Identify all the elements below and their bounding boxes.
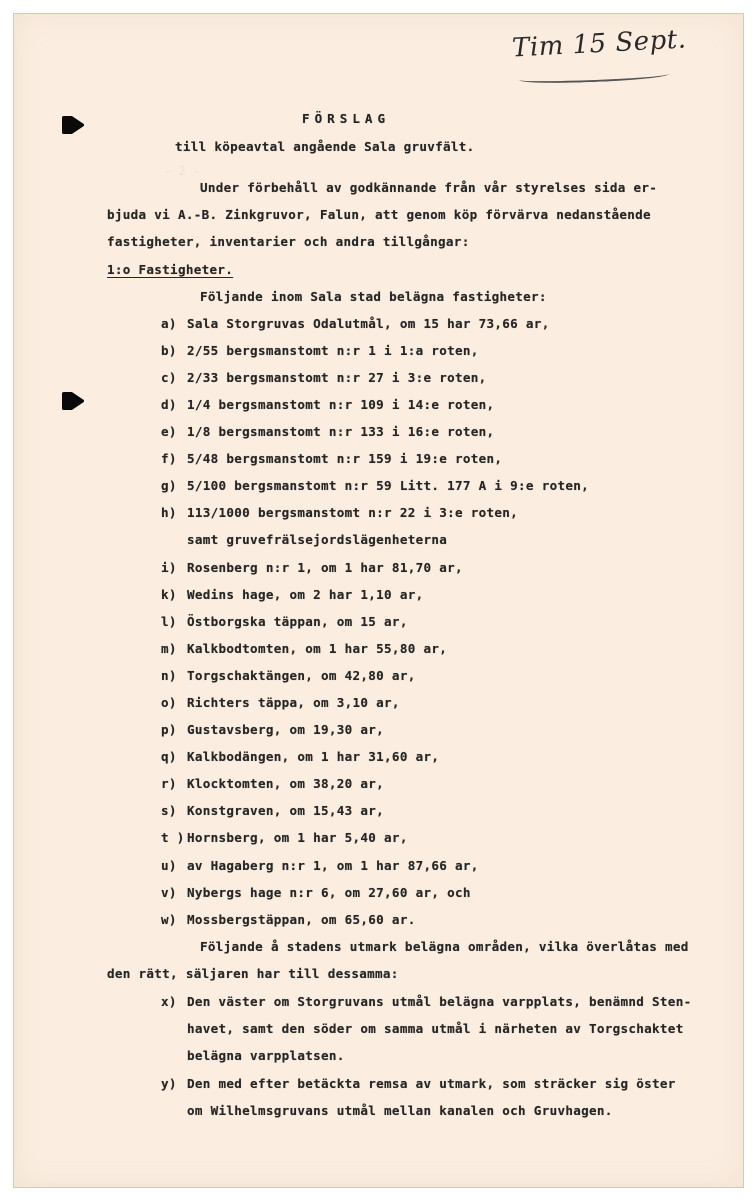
list-item-letter: e)	[161, 424, 177, 439]
list-item-letter: k)	[161, 587, 177, 602]
list-item-letter: r)	[161, 776, 177, 791]
list-item-text: Mossbergstäppan, om 65,60 ar.	[187, 912, 416, 927]
list-item-letter: s)	[161, 803, 177, 818]
list-item-text: 2/55 bergsmanstomt n:r 1 i 1:a roten,	[187, 343, 479, 358]
list-item-text: 2/33 bergsmanstomt n:r 27 i 3:e roten,	[187, 370, 487, 385]
outfield-intro-line-2: den rätt, säljaren har till dessamma:	[107, 966, 399, 981]
list-item-letter: a)	[161, 316, 177, 331]
list-item-letter: q)	[161, 749, 177, 764]
list-item-letter: p)	[161, 722, 177, 737]
list-item-text: Den med efter betäckta remsa av utmark, som sträcker sig öster	[187, 1076, 676, 1091]
list-item-letter: b)	[161, 343, 177, 358]
list-item-text: Torgschaktängen, om 42,80 ar,	[187, 668, 416, 683]
list-item-letter: h)	[161, 505, 177, 520]
outfield-intro-line-1: Följande å stadens utmark belägna områden, vilka överlåtas med	[200, 939, 689, 954]
section-heading: 1:o Fastigheter.	[107, 262, 234, 277]
list-item-text: Kalkbodängen, om 1 har 31,60 ar,	[187, 749, 440, 764]
list-item-text: av Hagaberg n:r 1, om 1 har 87,66 ar,	[187, 858, 479, 873]
list-item-text: 5/48 bergsmanstomt n:r 159 i 19:e roten,	[187, 451, 503, 466]
list-item-text: 1/8 bergsmanstomt n:r 133 i 16:e roten,	[187, 424, 495, 439]
list-item-letter: i)	[161, 560, 177, 575]
list-item-text: Wedins hage, om 2 har 1,10 ar,	[187, 587, 424, 602]
handwritten-underline	[519, 69, 669, 84]
list-intro: Följande inom Sala stad belägna fastigheter:	[200, 289, 547, 304]
list-item-letter: l)	[161, 614, 177, 629]
list-item-text: om Wilhelmsgruvans utmål mellan kanalen och Gruvhagen.	[187, 1103, 613, 1118]
list-item-letter: w)	[161, 912, 177, 927]
page-subtitle: till köpeavtal angående Sala gruvfält.	[175, 139, 475, 154]
intro-line-1: Under förbehåll av godkännande från vår styrelses sida er-	[200, 180, 658, 195]
list-item-text: Östborgska täppan, om 15 ar,	[187, 614, 408, 629]
page-title: FÖRSLAG	[302, 111, 391, 126]
document-page	[13, 13, 744, 1188]
list-item-letter: x)	[161, 994, 177, 1009]
list-item-text: Sala Storgruvas Odalutmål, om 15 har 73,66 ar,	[187, 316, 550, 331]
intro-line-2: bjuda vi A.-B. Zinkgruvor, Falun, att genom köp förvärva nedanstående	[107, 207, 651, 222]
list-item-letter: u)	[161, 858, 177, 873]
handwritten-note: Tim 15 Sept.	[511, 24, 688, 64]
list-item-text: Hornsberg, om 1 har 5,40 ar,	[187, 830, 408, 845]
list-item-text: Rosenberg n:r 1, om 1 har 81,70 ar,	[187, 560, 463, 575]
list-item-text: Gustavsberg, om 19,30 ar,	[187, 722, 385, 737]
list-item-text: 1/4 bergsmanstomt n:r 109 i 14:e roten,	[187, 397, 495, 412]
list-item-text: Richters täppa, om 3,10 ar,	[187, 695, 400, 710]
show-through-text: - 2 -	[164, 164, 201, 178]
list-item-text: belägna varpplatsen.	[187, 1048, 345, 1063]
list-item-text: 113/1000 bergsmanstomt n:r 22 i 3:e roten,	[187, 505, 519, 520]
list-item-text: Konstgraven, om 15,43 ar,	[187, 803, 385, 818]
punch-hole-marker-middle	[62, 392, 84, 410]
punch-hole-marker-top	[62, 116, 84, 134]
list-item-letter: m)	[161, 641, 177, 656]
list-item-text: Klocktomten, om 38,20 ar,	[187, 776, 385, 791]
list-item-text: havet, samt den söder om samma utmål i närheten av Torgschaktet	[187, 1021, 684, 1036]
list-item-letter: t )	[161, 830, 185, 845]
list-item-text: Den väster om Storgruvans utmål belägna varpplats, benämnd Sten-	[187, 994, 692, 1009]
list-item-letter: v)	[161, 885, 177, 900]
list-item-letter: d)	[161, 397, 177, 412]
list-item-letter: n)	[161, 668, 177, 683]
list-item-letter: g)	[161, 478, 177, 493]
list-item-letter: f)	[161, 451, 177, 466]
list-item-letter: c)	[161, 370, 177, 385]
list-item-text: 5/100 bergsmanstomt n:r 59 Litt. 177 A i 9:e roten,	[187, 478, 589, 493]
list-item-text: Nybergs hage n:r 6, om 27,60 ar, och	[187, 885, 471, 900]
list-item-text: Kalkbodtomten, om 1 har 55,80 ar,	[187, 641, 448, 656]
intro-line-3: fastigheter, inventarier och andra tillgångar:	[107, 234, 470, 249]
list-item-letter: y)	[161, 1076, 177, 1091]
homesteads-heading: samt gruvefrälsejordslägenheterna	[187, 532, 448, 547]
list-item-letter: o)	[161, 695, 177, 710]
